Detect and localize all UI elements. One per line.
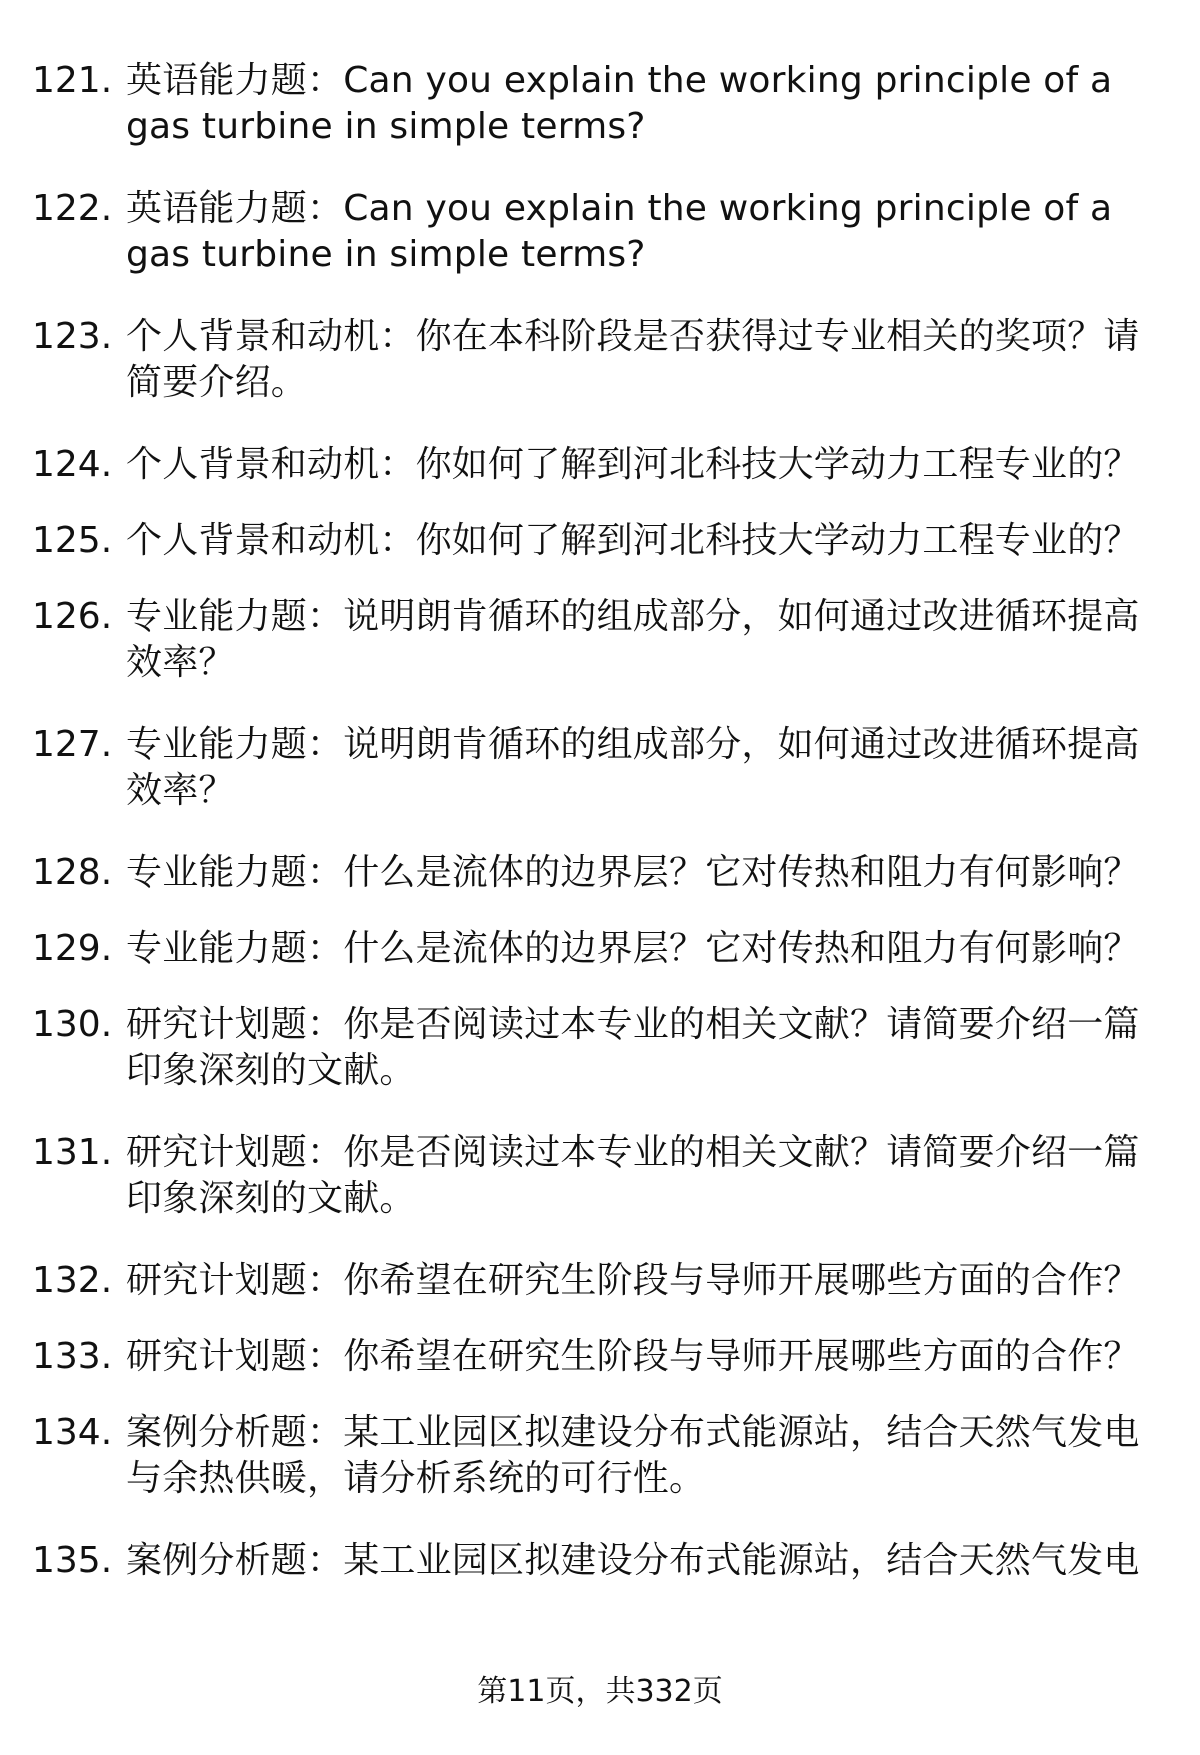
- item-text: 研究计划题：你希望在研究生阶段与导师开展哪些方面的合作？: [126, 1260, 1140, 1301]
- list-item: [32, 186, 1144, 278]
- item-number: 126.: [32, 596, 113, 637]
- item-number: 133.: [32, 1336, 113, 1377]
- item-number: 131.: [32, 1132, 113, 1173]
- item-text: 研究计划题：你希望在研究生阶段与导师开展哪些方面的合作？: [126, 1336, 1140, 1377]
- list-item: [32, 58, 1144, 150]
- item-text: 专业能力题：什么是流体的边界层？它对传热和阻力有何影响？: [126, 928, 1140, 969]
- list-item: [32, 1002, 1144, 1094]
- item-number: 124.: [32, 444, 113, 485]
- item-number: 135.: [32, 1540, 113, 1581]
- item-text: 英语能力题：Can you explain the working principle of a gas turbine in simple terms?: [126, 188, 1113, 275]
- item-number: 128.: [32, 852, 113, 893]
- page-footer: 第11页，共332页: [477, 1674, 723, 1709]
- list-item: [32, 1130, 1144, 1222]
- list-item: [32, 1410, 1144, 1502]
- list-item: [32, 594, 1144, 686]
- list-item: [32, 518, 1144, 564]
- item-number: 125.: [32, 520, 113, 561]
- item-text: 专业能力题：说明朗肯循环的组成部分，如何通过改进循环提高效率？: [126, 724, 1140, 811]
- item-text: 案例分析题：某工业园区拟建设分布式能源站，结合天然气发电与余热供暖，请分析系统的可行性。: [126, 1412, 1140, 1499]
- list-item: [32, 1538, 1144, 1584]
- item-number: 127.: [32, 724, 113, 765]
- item-number: 130.: [32, 1004, 113, 1045]
- item-text: 英语能力题：Can you explain the working principle of a gas turbine in simple terms?: [126, 60, 1113, 147]
- list-item: [32, 850, 1144, 896]
- question-list: [32, 58, 1144, 1614]
- item-number: 123.: [32, 316, 113, 357]
- item-number: 134.: [32, 1412, 113, 1453]
- list-item: [32, 1334, 1144, 1380]
- item-text: 研究计划题：你是否阅读过本专业的相关文献？请简要介绍一篇印象深刻的文献。: [126, 1004, 1140, 1091]
- list-item: [32, 314, 1144, 406]
- item-text: 专业能力题：说明朗肯循环的组成部分，如何通过改进循环提高效率？: [126, 596, 1140, 683]
- item-text: 专业能力题：什么是流体的边界层？它对传热和阻力有何影响？: [126, 852, 1140, 893]
- list-item: [32, 442, 1144, 488]
- item-text: 个人背景和动机：你如何了解到河北科技大学动力工程专业的？: [126, 444, 1140, 485]
- list-item: [32, 722, 1144, 814]
- item-text: 个人背景和动机：你如何了解到河北科技大学动力工程专业的？: [126, 520, 1140, 561]
- item-text: 个人背景和动机：你在本科阶段是否获得过专业相关的奖项？请简要介绍。: [126, 316, 1140, 403]
- item-text: 研究计划题：你是否阅读过本专业的相关文献？请简要介绍一篇印象深刻的文献。: [126, 1132, 1140, 1219]
- item-number: 129.: [32, 928, 113, 969]
- list-item: [32, 926, 1144, 972]
- item-number: 132.: [32, 1260, 113, 1301]
- list-item: [32, 1258, 1144, 1304]
- item-number: 121.: [32, 60, 113, 101]
- item-number: 122.: [32, 188, 113, 229]
- item-text: 案例分析题：某工业园区拟建设分布式能源站，结合天然气发电: [126, 1540, 1140, 1581]
